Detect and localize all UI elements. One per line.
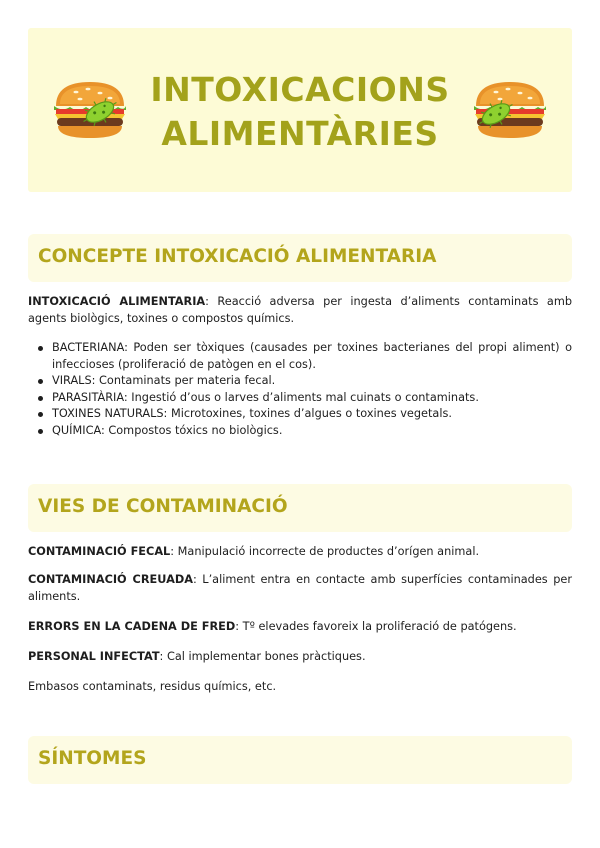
section-title: SÍNTOMES bbox=[38, 748, 147, 769]
list-item: BACTERIANA: Poden ser tòxiques (causades per toxines bacterianes del propi aliment) o infeccioses (proliferació de patògen en el cos). bbox=[38, 340, 572, 373]
contamination-item bbox=[28, 572, 572, 605]
contamination-item bbox=[28, 544, 572, 561]
section-title: VIES DE CONTAMINACIÓ bbox=[38, 496, 288, 517]
title-line-1: INTOXICACIONS bbox=[150, 70, 450, 109]
item-text: : Manipulació incorrecte de productes d’orígen animal. bbox=[170, 545, 480, 558]
item-term: ERRORS EN LA CADENA DE FRED bbox=[28, 620, 236, 633]
item-text: : L’aliment entra en contacte amb superfícies contaminades per aliments. bbox=[28, 573, 572, 603]
definition-paragraph bbox=[28, 294, 572, 327]
item-term: CONTAMINACIÓ CREUADA bbox=[28, 573, 193, 586]
contamination-item bbox=[28, 649, 572, 666]
definition-term: INTOXICACIÓ ALIMENTARIA bbox=[28, 295, 206, 308]
section-header-simptomes bbox=[28, 736, 572, 784]
item-term: PERSONAL INFECTAT bbox=[28, 650, 160, 663]
item-text: : Cal implementar bones pràctiques. bbox=[159, 650, 366, 663]
section-header-concepte bbox=[28, 234, 572, 282]
definition-text: : Reacció adversa per ingesta d’aliments contaminats amb agents biològics, toxines o compostos químics. bbox=[28, 295, 572, 325]
list-item: QUÍMICA: Compostos tóxics no biològics. bbox=[38, 423, 572, 440]
title-line-2: ALIMENTÀRIES bbox=[161, 114, 439, 153]
contamination-item bbox=[28, 619, 572, 636]
section-header-vies bbox=[28, 484, 572, 532]
title-banner bbox=[28, 28, 572, 192]
list-item: PARASITÀRIA: Ingestió d’ous o larves d’aliments mal cuinats o contaminats. bbox=[38, 390, 572, 407]
burger-with-bacteria-icon bbox=[50, 76, 130, 142]
page-title bbox=[128, 68, 472, 156]
item-text: : Tº elevades favoreix la proliferació de patógens. bbox=[235, 620, 517, 633]
list-item: TOXINES NATURALS: Microtoxines, toxines d’algues o toxines vegetals. bbox=[38, 406, 572, 423]
section-title: CONCEPTE INTOXICACIÓ ALIMENTARIA bbox=[38, 246, 437, 267]
closing-paragraph: Embasos contaminats, residus químics, etc. bbox=[28, 680, 277, 693]
list-item: VIRALS: Contaminats per materia fecal. bbox=[38, 373, 572, 390]
burger-with-bacteria-icon bbox=[470, 76, 550, 142]
types-list bbox=[38, 340, 572, 439]
item-term: CONTAMINACIÓ FECAL bbox=[28, 545, 171, 558]
